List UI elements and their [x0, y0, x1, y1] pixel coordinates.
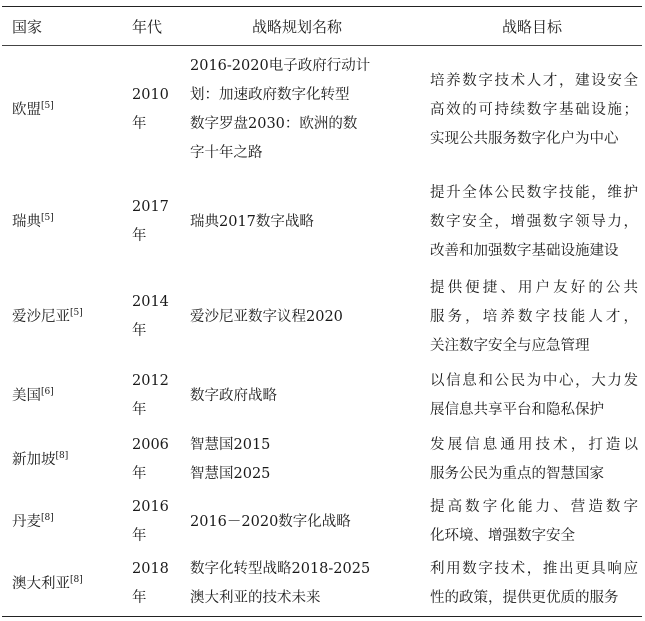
plan-line: 智慧国2025	[190, 466, 271, 482]
plan-line: 智慧国2015	[190, 437, 271, 453]
year-cell: 2017年	[132, 199, 169, 244]
header-plan: 战略规划名称	[252, 17, 343, 36]
year-cell: 2018年	[132, 561, 169, 606]
country-cell	[2, 270, 102, 364]
goal-line: 关注数字安全与应急管理	[430, 337, 590, 354]
reference-marker: [8]	[55, 450, 69, 461]
goal-cell	[418, 174, 642, 270]
strategy-table-container	[0, 6, 645, 621]
country-cell	[2, 364, 102, 428]
goal-line: 提供便捷、用户友好的公共	[430, 279, 638, 296]
country-name: 欧盟	[12, 101, 41, 118]
reference-marker: [8]	[70, 574, 83, 585]
country-cell	[2, 552, 102, 617]
goal-line: 高效的可持续数字基础设施；	[430, 101, 638, 118]
reference-marker: [5]	[41, 100, 54, 111]
goal-line: 发展信息通用技术，打造以	[430, 437, 638, 453]
plan-line: 划：加速政府数字化转型	[190, 87, 350, 103]
plan-cell	[182, 270, 418, 364]
goal-cell	[418, 270, 642, 364]
plan-cell	[182, 174, 418, 270]
table-row	[2, 552, 642, 617]
goal-line: 改善和加强数字基础设施建设	[430, 242, 619, 259]
header-goal: 战略目标	[502, 17, 563, 36]
table-header-row	[2, 7, 642, 46]
goal-cell	[418, 552, 642, 617]
reference-marker: [6]	[41, 386, 54, 397]
goal-cell	[418, 46, 642, 175]
plan-line: 数字罗盘2030：欧洲的数	[190, 116, 358, 132]
table-row	[2, 364, 642, 428]
country-name: 爱沙尼亚	[12, 308, 70, 325]
goal-line: 性的政策，提供更优质的服务	[430, 590, 619, 606]
header-year: 年代	[132, 17, 163, 36]
country-name: 新加坡	[12, 451, 56, 468]
goal-line: 化环境、增强数字安全	[430, 528, 575, 544]
country-name: 澳大利亚	[12, 575, 70, 592]
goal-line: 培养数字技术人才，建设安全	[430, 72, 638, 89]
goal-line: 实现公共服务数字化户为中心	[430, 130, 619, 147]
country-cell	[2, 428, 102, 492]
digital-strategy-table	[2, 6, 642, 617]
table-row	[2, 174, 642, 270]
plan-line: 2016-2020电子政府行动计	[190, 58, 371, 74]
goal-line: 提高数字化能力、营造数字	[430, 499, 638, 515]
table-row	[2, 46, 642, 175]
plan-cell	[182, 492, 418, 552]
year-cell: 2006年	[132, 437, 169, 482]
reference-marker: [8]	[41, 512, 54, 523]
plan-line: 数字化转型战略2018-2025	[190, 561, 371, 577]
country-name: 丹麦	[12, 513, 41, 530]
plan-line: 爱沙尼亚数字议程2020	[190, 308, 343, 325]
goal-line: 提升全体公民数字技能，维护	[430, 184, 638, 201]
plan-line: 瑞典2017数字战略	[190, 213, 314, 230]
goal-line: 以信息和公民为中心，大力发	[430, 373, 638, 389]
goal-line: 展信息共享平台和隐私保护	[430, 402, 604, 418]
plan-cell	[182, 552, 418, 617]
table-row	[2, 492, 642, 552]
goal-cell	[418, 428, 642, 492]
country-cell	[2, 46, 102, 175]
plan-line: 数字政府战略	[190, 387, 277, 404]
goal-cell	[418, 364, 642, 428]
plan-line: 2016－2020数字化战略	[190, 513, 351, 530]
year-cell: 2010年	[132, 87, 169, 132]
year-cell: 2016年	[132, 499, 169, 544]
goal-line: 利用数字技术，推出更具响应	[430, 561, 638, 577]
plan-cell	[182, 46, 418, 175]
country-cell	[2, 492, 102, 552]
table-row	[2, 428, 642, 492]
goal-line: 服务，培养数字技能人才，	[430, 308, 638, 325]
table-row	[2, 270, 642, 364]
plan-cell	[182, 364, 418, 428]
reference-marker: [5]	[41, 212, 54, 223]
plan-line: 字十年之路	[190, 145, 263, 161]
year-cell: 2012年	[132, 373, 169, 418]
reference-marker: [5]	[70, 307, 83, 318]
country-name: 瑞典	[12, 213, 41, 230]
country-cell	[2, 174, 102, 270]
goal-line: 数字安全，增强数字领导力，	[430, 213, 638, 230]
table-body	[2, 46, 642, 617]
header-country: 国家	[12, 17, 43, 36]
goal-line: 服务公民为重点的智慧国家	[430, 466, 604, 482]
plan-cell	[182, 428, 418, 492]
goal-cell	[418, 492, 642, 552]
year-cell: 2014年	[132, 294, 169, 339]
country-name: 美国	[12, 387, 41, 404]
plan-line: 澳大利亚的技术未来	[190, 590, 321, 606]
